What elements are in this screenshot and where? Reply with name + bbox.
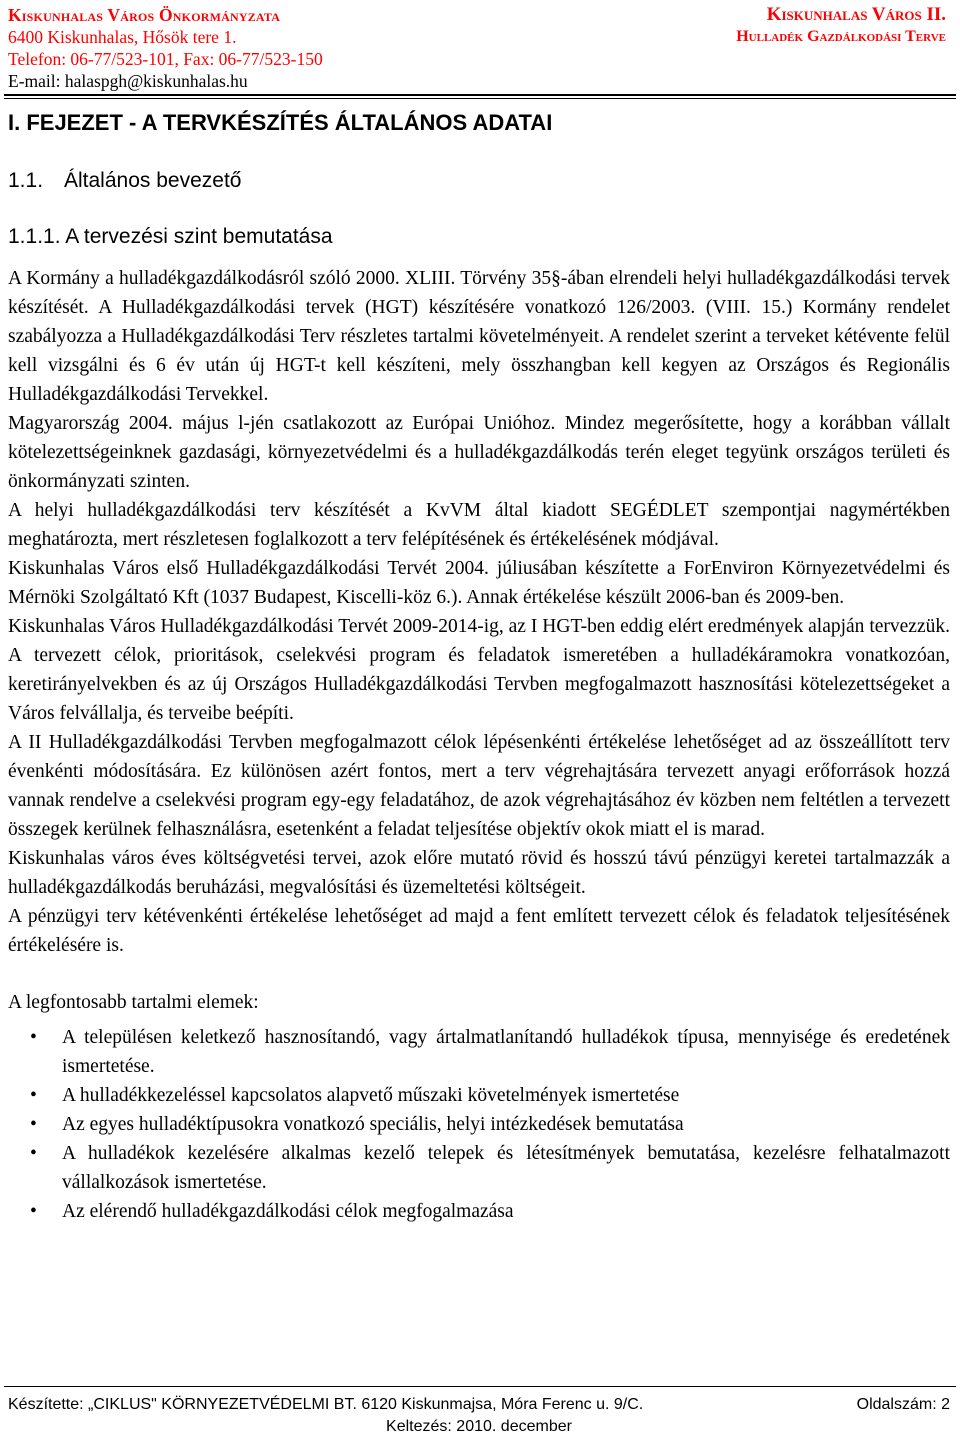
list-item [8,1197,950,1226]
list-item [8,1023,950,1081]
list-item-text: A településen keletkező hasznosítandó, vagy ártalmatlanítandó hulladékok típusa, mennyisége és eredetének ismertetése. [62,1027,950,1077]
subsection-heading [8,222,950,252]
list-item [8,1110,950,1139]
list-item [8,1139,950,1197]
subsection-number: 1.1.1. [8,225,61,248]
chapter-title: I. FEJEZET - A TERVKÉSZÍTÉS ÁLTALÁNOS ADATAI [8,110,553,135]
bullet-icon: • [30,1027,37,1048]
list-item-text: Az egyes hulladéktípusokra vonatkozó speciális, helyi intézkedések bemutatása [62,1114,684,1135]
paragraph: Kiskunhalas Város első Hulladékgazdálkodási Tervét 2004. júliusában készítette a ForEnviron Környezetvédelmi és Mérnöki Szolgáltató Kft (1037 Budapest, Kiscelli-köz 6.). Annak értékelése készült 2006-ban és 2009-ben. [8,558,950,608]
paragraph: A pénzügyi terv kétévenkénti értékelése lehetőséget ad majd a fent említett tervezett célok és feladatok teljesítésének értékelésére is. [8,906,950,956]
bullet-icon: • [30,1143,37,1164]
bullet-icon: • [30,1085,37,1106]
footer-divider [4,1386,956,1387]
paragraph: A Kormány a hulladékgazdálkodásról szóló 2000. XLIII. Törvény 35§-ában elrendeli helyi hulladékgazdálkodási tervek készítését. A Hulladékgazdálkodási tervek (HGT) készítésére vonatkozó 126/2003. (VIII. 15.) Kormány rendelet szabályozza a Hulladékgazdálkodási Terv részletes tartalmi követelményeit. A rendelet szerint a terveket kétévente felül kell vizsgálni és 6 év után új HGT-t kell készíteni, mely összhangban kell kegyen az Országos és Regionális Hulladékgazdálkodási Tervekkel. [8,268,950,405]
section-heading [8,166,950,196]
section-number: 1.1. [8,169,44,192]
header-document-title [736,4,946,48]
header-address: 6400 Kiskunhalas, Hősök tere 1. [8,27,237,47]
list-item-text: A hulladékkezeléssel kapcsolatos alapvető műszaki követelmények ismertetése [62,1085,680,1106]
header-sender-block [8,4,568,92]
footer-page-number: Oldalszám: 2 [856,1396,950,1413]
list-item-text: A hulladékok kezelésére alkalmas kezelő telepek és létesítmények bemutatása, kezelésre felhatalmazott vállalkozások ismertetése. [62,1143,950,1193]
header-organization: Kiskunhalas Város Önkormányzata [8,5,281,25]
header-title-line-2: Hulladék Gazdálkodási Terve [736,28,946,45]
header-divider [4,94,956,96]
content-elements-list [8,1023,950,1226]
list-item-text: Az elérendő hulladékgazdálkodási célok megfogalmazása [62,1201,514,1222]
bullet-icon: • [30,1114,37,1135]
paragraph: Kiskunhalas Város Hulladékgazdálkodási Tervét 2009-2014-ig, az I HGT-ben eddig elért eredmények alapján tervezzük. A tervezett célok, prioritások, cselekvési program és feladatok ismeretében a hulladékáramokra vonatkozóan, keretirányelvekben és az új Országos Hulladékgazdálkodási Tervben megfogalmazott hasznosítási kötelezettségeket a Város felvállalja, és terveibe beépíti. [8,616,950,724]
main-content [8,108,950,1226]
list-intro: A legfontosabb tartalmi elemek: [8,992,259,1013]
footer-prepared-by: Készítette: „CIKLUS" KÖRNYEZETVÉDELMI BT. 6120 Kiskunmajsa, Móra Ferenc u. 9/C. [8,1396,644,1413]
subsection-title: A tervezési szint bemutatása [65,225,333,248]
bullet-icon: • [30,1201,37,1222]
header-email: E-mail: halaspgh@kiskunhalas.hu [8,71,248,91]
list-item [8,1081,950,1110]
paragraph: A helyi hulladékgazdálkodási terv készítését a KvVM által kiadott SEGÉDLET szempontjai nagymértékben meghatározta, mert részletesen foglalkozott a terv felépítésének és értékelésének módjával. [8,500,950,550]
header-divider-thin [4,98,956,99]
paragraph: Magyarország 2004. május l-jén csatlakozott az Európai Unióhoz. Mindez megerősítette, hogy a korábban vállalt kötelezettségeinknek gazdasági, környezetvédelmi és a hulladékgazdálkodás terén eleget tegyünk országos területi és önkormányzati szinten. [8,413,950,492]
section-title: Általános bevezető [64,169,242,192]
paragraph: A II Hulladékgazdálkodási Tervben megfogalmazott célok lépésenkénti értékelése lehetőséget ad az összeállított terv évenkénti módosítására. Ez különösen azért fontos, mert a terv végrehajtására tervezett anyagi erőforrások hozzá vannak rendelve a cselekvési program egy-egy feladatához, de azok végrehajtásához év közben nem feltétlen a tervezett összegek kerülnek felhasználásra, esetenként a feladat teljesítése objektív okok miatt el is marad. [8,732,950,840]
footer-date: Keltezés: 2010. december [386,1418,572,1435]
header-phone: Telefon: 06-77/523-101, Fax: 06-77/523-150 [8,49,323,69]
paragraph: Kiskunhalas város éves költségvetési tervei, azok előre mutató rövid és hosszú távú pénzügyi keretei tartalmazzák a hulladékgazdálkodás beruházási, megvalósítási és üzemeltetési költségeit. [8,848,950,898]
header-title-line-1: Kiskunhalas Város II. [766,4,946,25]
